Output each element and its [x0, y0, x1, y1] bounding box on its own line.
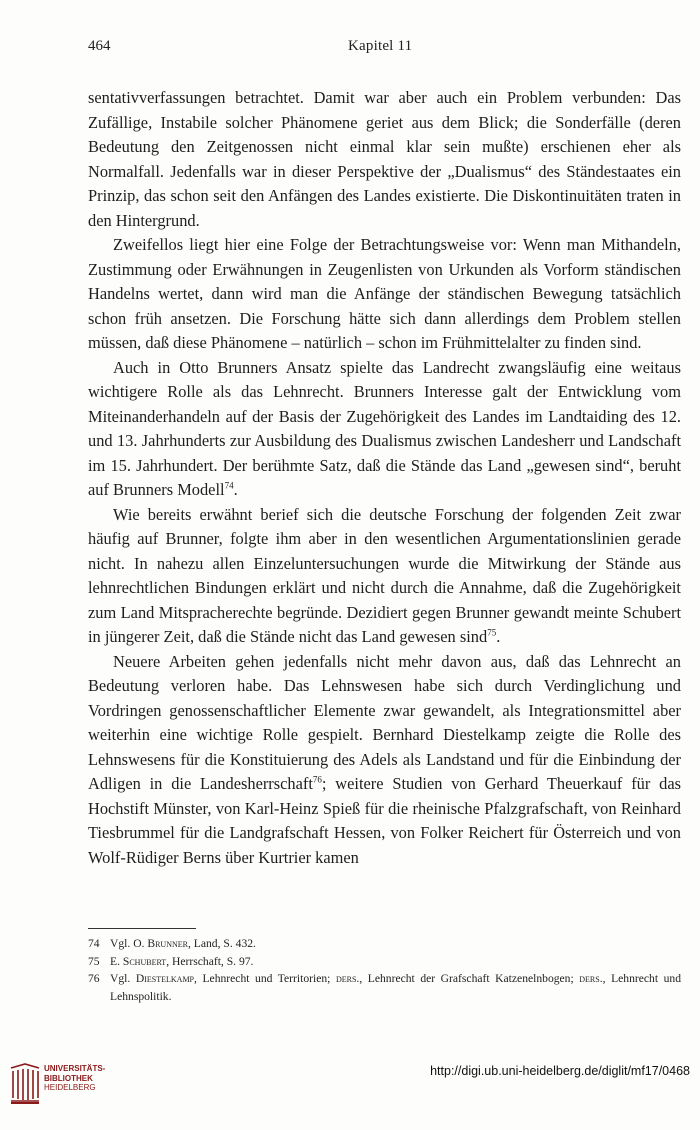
page-number: 464 — [88, 38, 111, 54]
paragraph-5: Neuere Arbeiten gehen jedenfalls nicht mehr davon aus, daß das Lehnrecht an Bedeutung verloren habe. Das Lehnswesen habe sich durch Verdinglichung und Vordringen genossenschaftlicher Elemente zwar gewandelt, als Integrationsmittel aber weiterhin eine wichtige Rolle gespielt. Bernhard Diestelkamp zeigte die Rolle des Lehnswesens für die Konstituierung des Adels als Landstand und für die Einbindung der Adligen in die Landesherrschaft$^{76}$; weitere Studien von Gerhard Theuerkauf für das Hochstift Münster, von Karl-Heinz Spieß für die rheinische Pfalzgrafschaft, von Reinhard Tiesbrummel für die Landgrafschaft Hessen, von Folker Reichert für Österreich und von Wolf-Rüdiger Berns über Kurtrier kamen — [88, 651, 681, 867]
chapter-title: Kapitel 11 — [348, 38, 413, 54]
footnotes — [88, 935, 681, 1005]
library-emblem-icon — [8, 1062, 42, 1104]
footnote-ref-76[interactable]: 76 — [312, 774, 322, 785]
main-text — [88, 86, 681, 870]
paragraph-4: Wie bereits erwähnt berief sich die deutsche Forschung der folgenden Zeit zwar häufig auf Brunner, folgte ihm aber in den wesentlichen Argumentationslinien gerade nicht. In nahezu allen Einzeluntersuchungen wurde die Mitwirkung der Stände aus lehnrechtlichen Bindungen erklärt und nicht durch die Annahme, daß die Zugehörigkeit zum Land Mitspracherechte begründe. Dezidiert gegen Brunner gewandt meinte Schubert in jüngerer Zeit, daß die Stände nicht das Land gewesen sind$^{75}$. — [88, 504, 681, 646]
footer-bar — [0, 1062, 700, 1130]
paragraph-3: Auch in Otto Brunners Ansatz spielte das Landrecht zwangsläufig eine weitaus wichtigere Rolle als das Lehnrecht. Brunners Interesse galt der Entwicklung vom Miteinanderhandeln auf der Basis der Zugehörigkeit des Landes im Landtaiding des 12. und 13. Jahrhunderts zur Ausbildung des Dualismus zwischen Landesherr und Landschaft im 15. Jahrhundert. Der berühmte Satz, daß die Stände das Land „gewesen sind“, beruht auf Brunners Modell$^{74}$. — [88, 357, 681, 499]
library-logo[interactable] — [8, 1062, 128, 1116]
footnote-75: 75 E. Schubert, Herrschaft, S. 97. — [88, 954, 254, 968]
footnote-ref-75[interactable]: 75 — [487, 627, 497, 638]
paragraph-2: Zweifellos liegt hier eine Folge der Betrachtungsweise vor: Wenn man Mithandeln, Zustimmung oder Erwähnungen in Zeugenlisten von Urkunden als Vorform ständischen Handelns wertet, dann wird man die Anfänge der ständischen Bewegung tatsächlich schon früh ansetzen. Die Forschung hätte sich dann allerdings dem Problem stellen müssen, daß diese Phänomene – natürlich – schon im Frühmittelalter zu finden sind. — [88, 235, 681, 352]
footnote-ref-74[interactable]: 74 — [224, 480, 234, 491]
permalink-url[interactable]: http://digi.ub.uni-heidelberg.de/diglit/mf17/0468 — [430, 1064, 690, 1078]
footnote-divider — [88, 928, 196, 929]
footnote-74: 74 Vgl. O. Brunner, Land, S. 432. — [88, 937, 256, 950]
footnote-76: 76 Vgl. Diestelkamp, Lehnrecht und Territorien; ders., Lehnrecht der Grafschaft Katzenelnbogen; ders., Lehnrecht und Lehnspolitik. — [88, 972, 682, 1003]
library-name: UNIVERSITÄTS- BIBLIOTHEK HEIDELBERG — [44, 1064, 106, 1092]
running-header — [88, 38, 678, 62]
paragraph-1: sentativverfassungen betrachtet. Damit war aber auch ein Problem verbunden: Das Zufällige, Instabile solcher Phänomene geriet aus dem Blick; die Sonderfälle (deren Bedeutung den Zeitgenossen nicht einmal klar sein mußte) erschienen eher als Normalfall. Jedenfalls war in dieser Perspektive der „Dualismus“ des Ständestaates ein Prinzip, das schon seit den Anfängen des Landes existierte. Die Diskontinuitäten traten in den Hintergrund. — [88, 88, 681, 230]
